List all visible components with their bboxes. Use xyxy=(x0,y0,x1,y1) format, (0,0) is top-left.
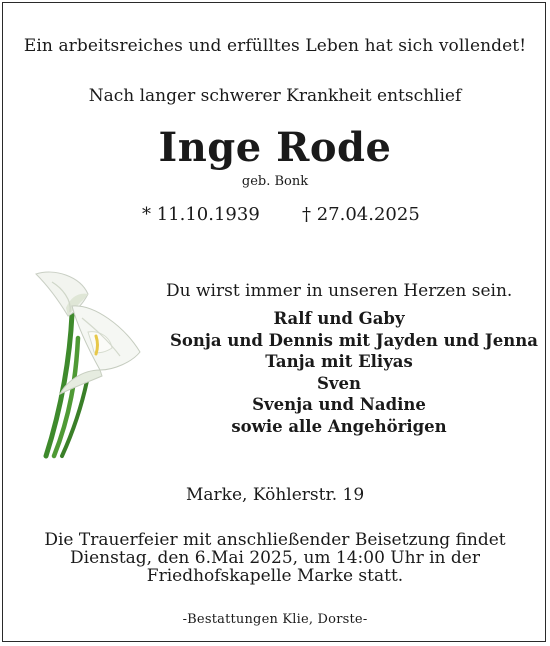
intro-text: Nach langer schwerer Krankheit entschlief xyxy=(88,86,462,106)
mourner-line: Tanja mit Eliyas xyxy=(265,352,413,372)
mourner-line: sowie alle Angehörigen xyxy=(231,416,447,436)
mourners-list xyxy=(170,308,538,438)
mourner-line: Sven xyxy=(317,373,361,393)
mourner-line: Svenja und Nadine xyxy=(252,395,426,415)
mourner-line: Sonja und Dennis mit Jayden und Jenna xyxy=(170,330,538,350)
deceased-name: Inge Rode xyxy=(158,124,392,171)
death-date: † 27.04.2025 xyxy=(302,204,420,225)
funeral-home-credit: -Bestattungen Klie, Dorste- xyxy=(182,612,368,627)
birth-date: * 11.10.1939 xyxy=(142,204,260,225)
farewell-text: Du wirst immer in unseren Herzen sein. xyxy=(166,281,513,301)
mourner-line: Ralf und Gaby xyxy=(273,309,405,328)
motto-text: Ein arbeitsreiches und erfülltes Leben hat sich vollendet! xyxy=(23,36,527,56)
address-text: Marke, Köhlerstr. 19 xyxy=(186,485,365,505)
service-line: Die Trauerfeier mit anschließender Beisetzung findet xyxy=(44,530,506,550)
maiden-name: geb. Bonk xyxy=(241,174,309,189)
service-line: Dienstag, den 6.Mai 2025, um 14:00 Uhr in der xyxy=(70,548,480,568)
service-info xyxy=(0,531,550,585)
service-line: Friedhofskapelle Marke statt. xyxy=(146,566,404,586)
calla-lily-icon xyxy=(32,266,150,462)
